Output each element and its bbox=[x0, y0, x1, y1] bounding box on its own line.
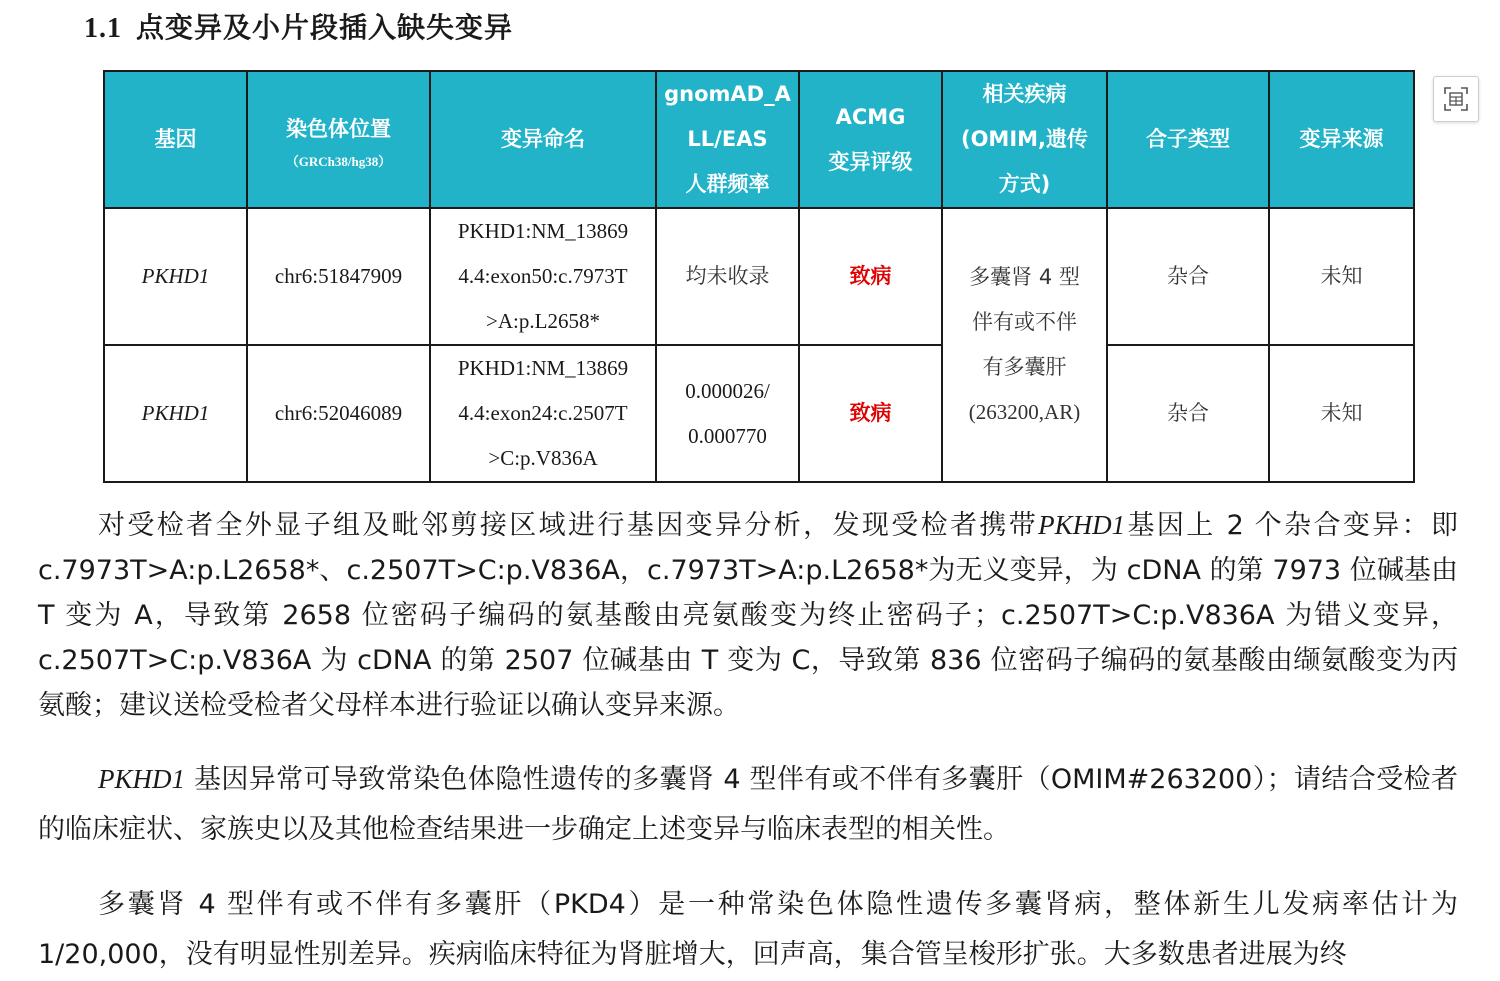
cell-disease: 多囊肾 4 型 伴有或不伴 有多囊肝 (263200,AR) bbox=[942, 208, 1107, 482]
variant-table bbox=[103, 70, 1415, 483]
header-zygosity: 合子类型 bbox=[1107, 71, 1269, 208]
gene-disease-paragraph: PKHD1 基因异常可导致常染色体隐性遗传的多囊肾 4 型伴有或不伴有多囊肝（OMIM#263200）；请结合受检者的临床症状、家族史以及其他检查结果进一步确定上述变异与临床表型的相关性。 bbox=[38, 764, 1458, 845]
table-row bbox=[104, 208, 1414, 345]
cell-gene: PKHD1 bbox=[104, 345, 247, 482]
header-position-sub: （GRCh38/hg38） bbox=[285, 154, 392, 169]
cell-frequency: 0.000026/ 0.000770 bbox=[656, 345, 799, 482]
section-title: 点变异及小片段插入缺失变异 bbox=[136, 11, 514, 44]
header-nomenclature: 变异命名 bbox=[430, 71, 656, 208]
header-disease: 相关疾病 (OMIM,遗传 方式) bbox=[942, 71, 1107, 208]
cell-frequency: 均未收录 bbox=[656, 208, 799, 345]
fullscreen-icon-glyph bbox=[1443, 86, 1469, 112]
cell-origin: 未知 bbox=[1269, 208, 1414, 345]
cell-origin: 未知 bbox=[1269, 345, 1414, 482]
cell-position: chr6:51847909 bbox=[247, 208, 430, 345]
table-header-row bbox=[104, 71, 1414, 208]
header-position: 染色体位置 （GRCh38/hg38） bbox=[247, 71, 430, 208]
cell-zygosity: 杂合 bbox=[1107, 208, 1269, 345]
cell-nomenclature: PKHD1:NM_13869 4.4:exon24:c.2507T >C:p.V836A bbox=[430, 345, 656, 482]
variant-summary-paragraph: 对受检者全外显子组及毗邻剪接区域进行基因变异分析，发现受检者携带PKHD1基因上 2 个杂合变异：即 c.7973T>A:p.L2658*、c.2507T>C:p.V836A，c.7973T>A:p.L2658*为无义变异，为 cDNA 的第 7973 位碱基由 T 变为 A，导致第 2658 位密码子编码的氨基酸由亮氨酸变为终止密码子；c.2507T>C:p.V836A 为错义变异，c.2507T>C:p.V836A 为 cDNA 的第 2507 位碱基由 T 变为 C，导致第 836 位密码子编码的氨基酸由缬氨酸变为丙氨酸；建议送检受检者父母样本进行验证以确认变异来源。 bbox=[38, 510, 1459, 721]
cell-nomenclature: PKHD1:NM_13869 4.4:exon50:c.7973T >A:p.L2658* bbox=[430, 208, 656, 345]
cell-acmg: 致病 bbox=[799, 208, 942, 345]
cell-acmg: 致病 bbox=[799, 345, 942, 482]
disease-description-paragraph: 多囊肾 4 型伴有或不伴有多囊肝（PKD4）是一种常染色体隐性遗传多囊肾病，整体新生儿发病率估计为 1/20,000，没有明显性别差异。疾病临床特征为肾脏增大，回声高，集合管呈梭形扩张。大多数患者进展为终 bbox=[38, 889, 1458, 970]
header-origin: 变异来源 bbox=[1269, 71, 1414, 208]
section-heading bbox=[84, 6, 513, 46]
section-number: 1.1 bbox=[84, 13, 122, 44]
cell-zygosity: 杂合 bbox=[1107, 345, 1269, 482]
gene-name: PKHD1 bbox=[1038, 510, 1126, 540]
cell-gene: PKHD1 bbox=[104, 208, 247, 345]
gene-name: PKHD1 bbox=[98, 764, 185, 794]
header-frequency: gnomAD_A LL/EAS 人群频率 bbox=[656, 71, 799, 208]
cell-position: chr6:52046089 bbox=[247, 345, 430, 482]
header-gene: 基因 bbox=[104, 71, 247, 208]
table-row bbox=[104, 345, 1414, 482]
fullscreen-icon[interactable] bbox=[1433, 76, 1479, 122]
header-acmg: ACMG 变异评级 bbox=[799, 71, 942, 208]
